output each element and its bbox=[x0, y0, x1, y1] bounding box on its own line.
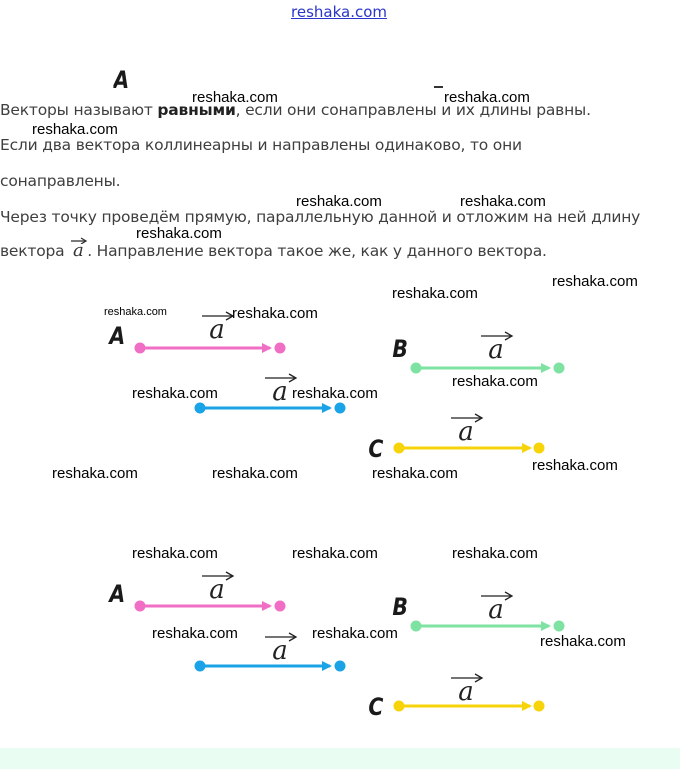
figure1-point-C: C bbox=[368, 435, 384, 463]
paragraph-construction-line2: вектора a . Направление вектора такое же, как у данного вектора. bbox=[0, 241, 547, 261]
cropped-point-label: A bbox=[113, 66, 130, 88]
watermark: reshaka.com bbox=[132, 545, 218, 562]
figure2-label-a-pink: a bbox=[209, 575, 225, 605]
figure2-label-a-green: a bbox=[488, 595, 504, 625]
watermark: reshaka.com bbox=[444, 89, 530, 106]
figure2-label-a-yellow: a bbox=[458, 677, 474, 707]
watermark: reshaka.com bbox=[292, 385, 378, 402]
figure1-point-B: B bbox=[392, 335, 408, 363]
watermark: reshaka.com bbox=[392, 285, 478, 302]
figure2-point-A: A bbox=[109, 580, 126, 608]
watermark: reshaka.com bbox=[452, 373, 538, 390]
figure1-point-A: A bbox=[109, 322, 126, 350]
watermark: reshaka.com bbox=[540, 633, 626, 650]
figure1-label-a-blue: a bbox=[272, 377, 288, 407]
figure2-point-B: B bbox=[392, 593, 408, 621]
watermark: reshaka.com bbox=[136, 225, 222, 242]
watermark: reshaka.com bbox=[32, 121, 118, 138]
watermark: reshaka.com bbox=[104, 306, 167, 318]
figure1-label-a-pink: a bbox=[209, 315, 225, 345]
paragraph-codirected-line2: сонаправлены. bbox=[0, 172, 121, 190]
watermark: reshaka.com bbox=[132, 385, 218, 402]
figure1-label-a-yellow: a bbox=[458, 417, 474, 447]
site-link[interactable]: reshaka.com bbox=[291, 3, 387, 21]
watermark: reshaka.com bbox=[232, 305, 318, 322]
watermark: reshaka.com bbox=[452, 545, 538, 562]
paragraph-codirected-line1: Если два вектора коллинеарны и направлены одинаково, то они bbox=[0, 136, 522, 154]
figure1-label-a-green: a bbox=[488, 335, 504, 365]
figure2-vector-blue bbox=[195, 661, 346, 672]
figure1-vector-blue bbox=[195, 403, 346, 414]
figure2-label-a-blue: a bbox=[272, 636, 288, 666]
watermark: reshaka.com bbox=[152, 625, 238, 642]
bottom-band bbox=[0, 748, 680, 769]
watermark: reshaka.com bbox=[296, 193, 382, 210]
paragraph-definition: Векторы называют равными, если они сонаправлены и их длины равны. bbox=[0, 101, 591, 119]
watermark: reshaka.com bbox=[312, 625, 398, 642]
watermark: reshaka.com bbox=[460, 193, 546, 210]
inline-vector-a: a bbox=[69, 241, 87, 261]
watermark: reshaka.com bbox=[292, 545, 378, 562]
watermark: reshaka.com bbox=[212, 465, 298, 482]
paragraph-construction-line1: Через точку проведём прямую, параллельную данной и отложим на ней длину bbox=[0, 208, 641, 226]
watermark: reshaka.com bbox=[372, 465, 458, 482]
watermark: reshaka.com bbox=[192, 89, 278, 106]
figure2-point-C: C bbox=[368, 693, 384, 721]
watermark: reshaka.com bbox=[52, 465, 138, 482]
watermark: reshaka.com bbox=[552, 273, 638, 290]
watermark: reshaka.com bbox=[532, 457, 618, 474]
